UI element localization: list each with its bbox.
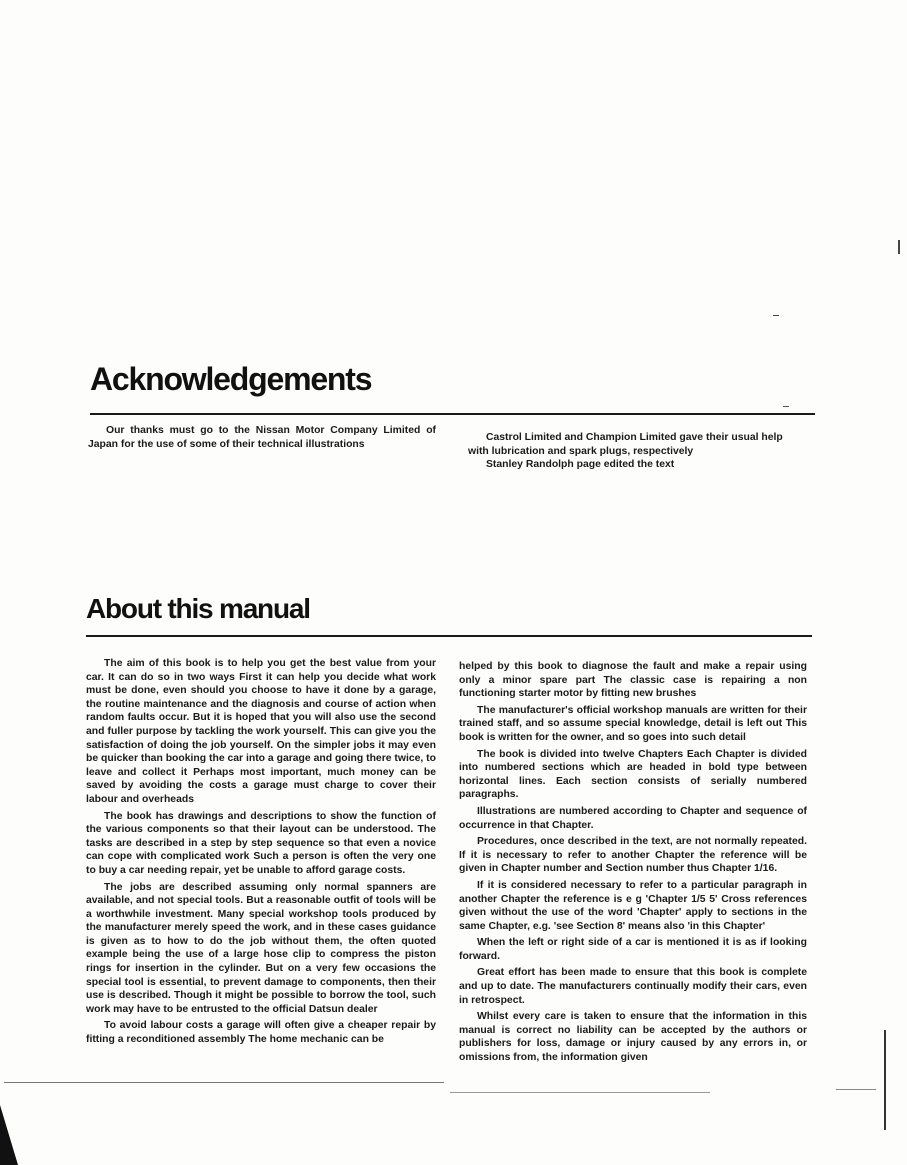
about-paragraph: The book has drawings and descriptions to show the function of the various components so that their layout can be understood. The tasks are described in a step by step sequence so that even a novice can cope with complicated work Such a person is often the very one to buy a car needing repair, yet be unable to afford garage costs. xyxy=(86,810,436,876)
acknowledgements-lubrication-line: with lubrication and spark plugs, respectively xyxy=(468,445,694,457)
acknowledgements-rule xyxy=(90,413,815,415)
about-paragraph: The jobs are described assuming only normal spanners are available, and not special tools. But a reasonable outfit of tools will be a worthwhile investment. Many special workshop tools produced by the manufacturer merely speed the work, and in these cases guidance is given as to how to do the job without them, the often quoted example being the use of a large hose clip to compress the piston rings for insertion in the cylinder. But on a very few occasions the special tool is essential, to prevent damage to components, then their use is described. Though it might be possible to borrow the tool, such work may have to be entrusted to the official Datsun dealer xyxy=(86,881,436,1015)
about-manual-heading: About this manual xyxy=(86,593,310,624)
scan-binding-edge xyxy=(0,1105,18,1165)
acknowledgements-editor-line: Stanley Randolph page edited the text xyxy=(486,459,675,471)
about-paragraph: Whilst every care is taken to ensure that the information in this manual is correct no liability can be accepted by the authors or publishers for loss, damage or injury caused by any errors in, or omissions from, the information given xyxy=(459,1011,807,1064)
acknowledgements-nissan-paragraph: Our thanks must go to the Nissan Motor Company Limited of Japan for the use of some of their technical illustrations xyxy=(88,425,436,450)
about-paragraph: Procedures, once described in the text, are not normally repeated. If it is necessary to refer to another Chapter the reference will be given in Chapter number and Section number thus Chapter 1/16. xyxy=(459,836,807,875)
scan-artifact-mark xyxy=(898,240,900,254)
scan-artifact-dash xyxy=(836,1089,876,1090)
scan-artifact-mark xyxy=(884,1030,886,1130)
about-paragraph: The aim of this book is to help you get the best value from your car. It can do so in two ways First it can help you decide what work must be done, even should you choose to have it done by a garage, the routine maintenance and the diagnosis and course of action when random faults occur. But it is hoped that you will also use the second and fuller purpose by tackling the work yourself. This can give you the satisfaction of doing the job yourself. On the simpler jobs it may even be quicker than booking the car into a garage and going there twice, to leave and collect it Perhaps most important, much money can be saved by avoiding the costs a garage must charge to cover their labour and overheads xyxy=(86,658,436,805)
about-paragraph: The manufacturer's official workshop manuals are written for their trained staff, and so assume special knowledge, detail is left out This book is written for the owner, and so goes into such detail xyxy=(459,704,807,743)
about-paragraph: When the left or right side of a car is mentioned it is as if looking forward. xyxy=(459,937,807,962)
acknowledgements-left-column xyxy=(88,424,436,454)
about-paragraph: Illustrations are numbered according to Chapter and sequence of occurrence in that Chapter. xyxy=(459,805,807,831)
about-paragraph: Great effort has been made to ensure that this book is complete and up to date. The manufacturers continually modify their cars, even in retrospect. xyxy=(459,967,807,1006)
about-paragraph: If it is considered necessary to refer to a particular paragraph in another Chapter the reference is e g 'Chapter 1/5 5' Cross references given without the use of the word 'Chapter' apply to sections in the same Chapter, e.g. 'see Section 8' means also 'in this Chapter' xyxy=(459,879,807,932)
scan-artifact-dash xyxy=(4,1082,444,1083)
about-paragraph: To avoid labour costs a garage will often give a cheaper repair by fitting a reconditioned assembly The home mechanic can be xyxy=(86,1020,436,1046)
scan-artifact-mark xyxy=(773,315,779,316)
acknowledgements-right-column xyxy=(468,431,816,472)
acknowledgements-heading: Acknowledgements xyxy=(90,361,372,397)
acknowledgements-castrol-line: Castrol Limited and Champion Limited gave their usual help xyxy=(486,432,783,443)
scan-artifact-mark xyxy=(783,406,789,407)
about-right-column xyxy=(459,660,807,1068)
about-paragraph: helped by this book to diagnose the fault and make a repair using only a minor spare part The classic case is repairing a non functioning starter motor by fitting new brushes xyxy=(459,661,807,700)
scan-artifact-dash xyxy=(450,1092,710,1093)
about-manual-rule xyxy=(86,635,812,637)
about-paragraph: The book is divided into twelve Chapters Each Chapter is divided into numbered sections which are headed in bold type between horizontal lines. Each section consists of serially numbered paragraphs. xyxy=(459,748,807,801)
about-left-column xyxy=(86,657,436,1050)
